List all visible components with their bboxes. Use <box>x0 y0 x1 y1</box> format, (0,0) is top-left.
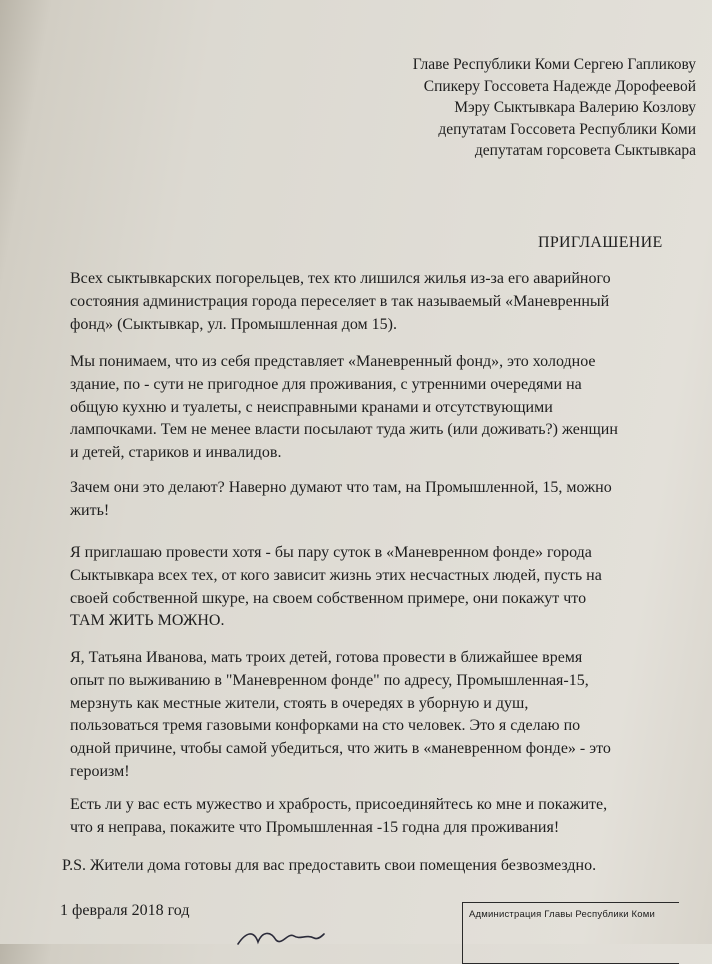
registration-stamp <box>462 902 679 964</box>
addressee-line: Главе Республики Коми Сергею Гапликову <box>412 56 696 73</box>
text-line: Я, Татьяна Иванова, мать троих детей, готова провести в ближайшее время <box>70 649 583 666</box>
text-line: мерзнуть как местные жители, стоять в очередях в уборную и душ, <box>70 694 529 712</box>
addressee-line: Мэру Сыктывкара Валерию Козлову <box>454 99 696 116</box>
text-line: Мы понимаем, что из себя представляет «Маневренный фонд», это холодное <box>70 353 596 370</box>
text-line: одной причине, чтобы самой убедиться, что жить в «маневренном фонде» - это <box>70 740 611 758</box>
signature-icon <box>236 926 326 946</box>
text-line: героизм! <box>70 762 130 780</box>
postscript <box>62 855 688 878</box>
paragraph-1 <box>70 268 696 336</box>
text-line: Есть ли у вас есть мужество и храбрость, присоединяйтесь ко мне и покажите, <box>70 796 608 813</box>
addressee-block <box>413 54 696 162</box>
paragraph-2 <box>70 351 696 465</box>
text-line: Я приглашаю провести хотя - бы пару суток в «Маневренном фонде» города <box>70 544 592 561</box>
text-line: и детей, стариков и инвалидов. <box>70 444 282 462</box>
text-line: жить! <box>70 501 110 519</box>
addressee-line: депутатам Госсовета Республики Коми <box>438 120 696 138</box>
text-line: лампочками. Тем не менее власти посылают туда жить (или доживать?) женщин <box>70 421 618 439</box>
document-title: ПРИГЛАШЕНИЕ <box>538 234 663 251</box>
paragraph-3 <box>70 477 696 523</box>
text-line: опыт по выживанию в "Маневренном фонде" по адресу, Промышленная-15, <box>70 671 589 689</box>
text-line: что я неправа, покажите что Промышленная -15 годна для проживания! <box>70 818 560 836</box>
addressee-line: депутатам горсовета Сыктывкара <box>474 142 696 159</box>
text-line: состояния администрация города переселяет в так называемый «Маневренный <box>70 292 610 310</box>
text-line: общую кухню и туалеты, с неисправными кранами и отсутствующими <box>70 398 553 416</box>
text-line: пользоваться тремя газовыми конфорками на сто человек. Это я сделаю по <box>70 717 581 735</box>
text-line: ТАМ ЖИТЬ МОЖНО. <box>70 612 225 630</box>
paragraph-6 <box>70 794 696 840</box>
text-line: P.S. Жители дома готовы для вас предоставить свои помещения безвозмездно. <box>62 857 597 874</box>
text-line: Зачем они это делают? Наверно думают что там, на Промышленной, 15, можно <box>70 479 612 496</box>
text-line: фонд» (Сыктывкар, ул. Промышленная дом 15). <box>70 315 397 333</box>
paragraph-4 <box>70 542 696 633</box>
letter-date: 1 февраля 2018 год <box>60 902 190 919</box>
text-line: Сыктывкара всех тех, от кого зависит жизнь этих несчастных людей, пусть на <box>70 566 602 584</box>
text-line: своей собственной шкуре, на своем собственном примере, они покажут что <box>70 589 587 607</box>
paragraph-5 <box>70 647 696 784</box>
text-line: здание, по - сути не пригодное для проживания, с утренними очередями на <box>70 375 582 393</box>
stamp-text: Администрация Главы Республики Коми <box>469 909 655 920</box>
addressee-line: Спикеру Госсовета Надежде Дорофеевой <box>423 77 696 95</box>
text-line: Всех сыктывкарских погорельцев, тех кто лишился жилья из-за его аварийного <box>70 270 611 287</box>
